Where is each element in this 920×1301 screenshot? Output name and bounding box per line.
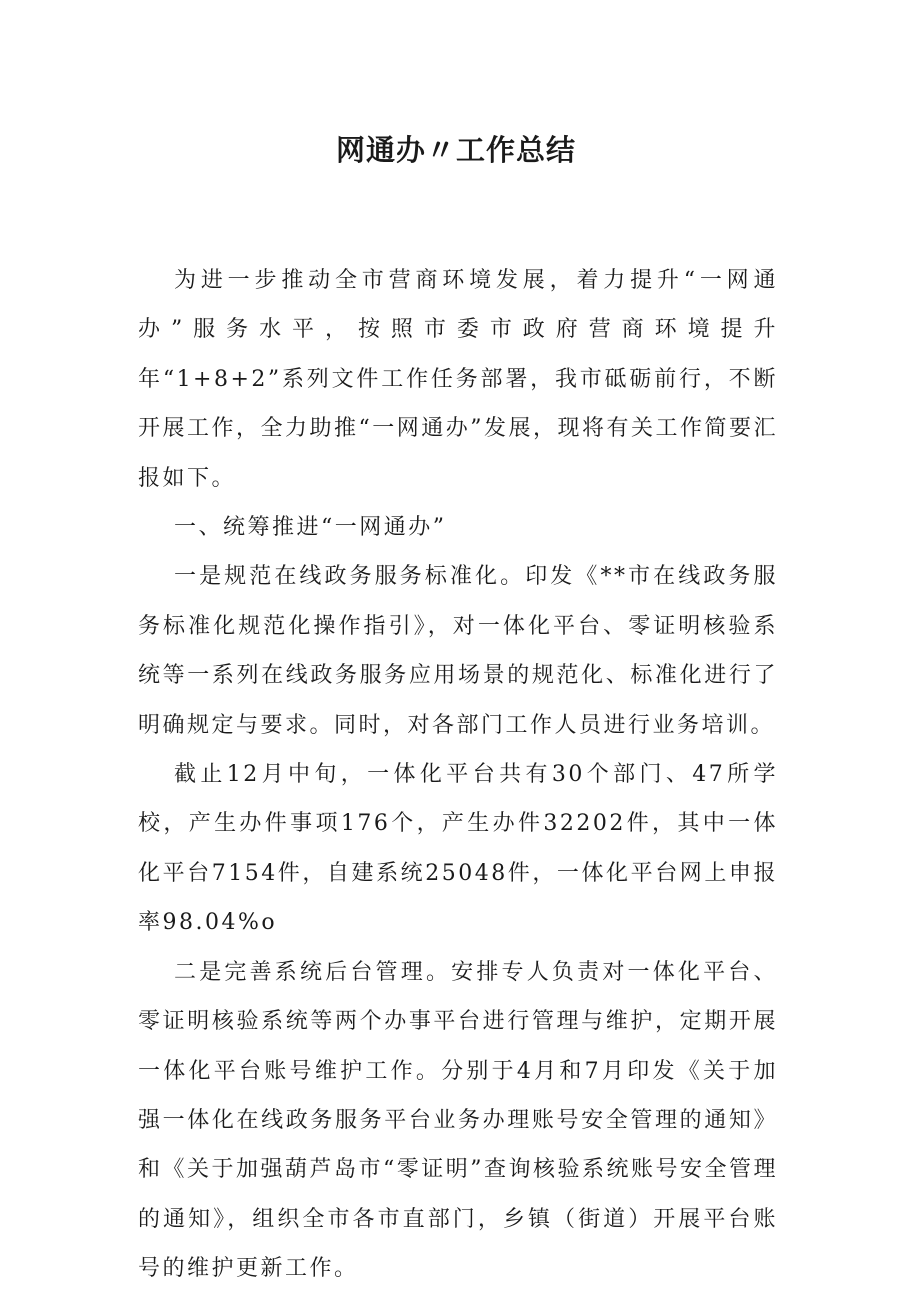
paragraph-backend-management: 二是完善系统后台管理。安排专人负责对一体化平台、零证明核验系统等两个办事平台进行管理与维护，定期开展一体化平台账号维护工作。分别于4月和7月印发《关于加强一体化在线政务服务平台业务办理账号安全管理的通知》和《关于加强葫芦岛市“零证明”查询核验系统账号安全管理的通知》，组织全市各市直部门，乡镇（街道）开展平台账号的维护更新工作。 — [138, 959, 778, 1282]
paragraph-intro: 为进一步推动全市营商环境发展，着力提升“一网通办”服务水平，按照市委市政府营商环境提升年“1+8+2”系列文件工作任务部署，我市砥砺前行，不断开展工作，全力助推“一网通办”发展，现将有关工作简要汇报如下。 — [138, 268, 778, 491]
section-heading: 一、统筹推进“一网通办” — [174, 515, 447, 541]
document-body — [138, 256, 778, 1294]
document-title: 网通办〃工作总结 — [335, 133, 576, 167]
paragraph-standardization: 一是规范在线政务服务标准化。印发《**市在线政务服务标准化规范化操作指引》，对一体化平台、零证明核验系统等一系列在线政务服务应用场景的规范化、标准化进行了明确规定与要求。同时，对各部门工作人员进行业务培训。 — [138, 564, 778, 738]
paragraph-statistics: 截止12月中旬，一体化平台共有30个部门、47所学校，产生办件事项176个，产生办件32202件，其中一体化平台7154件，自建系统25048件，一体化平台网上申报率98.04%o — [138, 762, 778, 936]
